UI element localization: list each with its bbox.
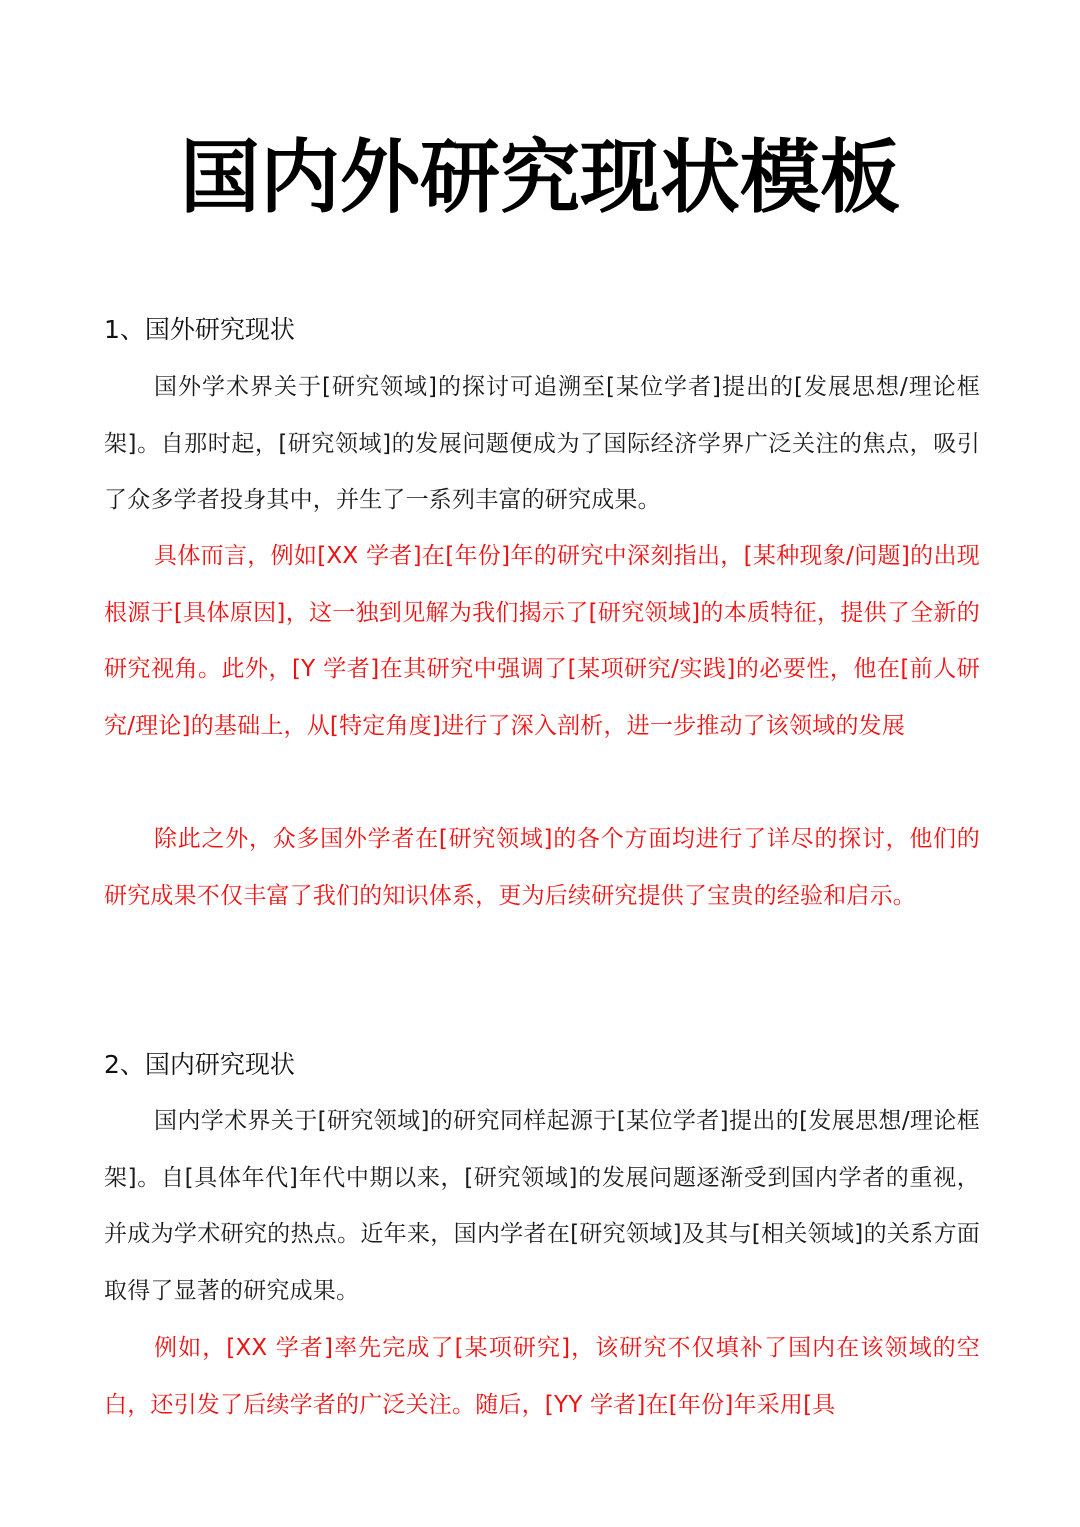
paragraph-domestic-intro: 国内学术界关于[研究领域]的研究同样起源于[某位学者]提出的[发展思想/理论框架]。自[具体年代]年代中期以来，[研究领域]的发展问题逐渐受到国内学者的重视，并成为学术研究的热点。近年来，国内学者在[研究领域]及其与[相关领域]的关系方面取得了显著的研究成果。: [104, 1108, 980, 1304]
paragraph-foreign-intro: 国外学术界关于[研究领域]的探讨可追溯至[某位学者]提出的[发展思想/理论框架]。自那时起，[研究领域]的发展问题便成为了国际经济学界广泛关注的焦点，吸引了众多学者投身其中，并生了一系列丰富的研究成果。: [104, 374, 980, 513]
document-title: 国内外研究现状模板: [180, 131, 900, 224]
paragraph-foreign-summary: 除此之外，众多国外学者在[研究领域]的各个方面均进行了详尽的探讨，他们的研究成果不仅丰富了我们的知识体系，更为后续研究提供了宝贵的经验和启示。: [104, 826, 980, 909]
section-heading-domestic: 2、国内研究现状: [104, 1050, 295, 1079]
paragraph-foreign-examples: 具体而言，例如[XX 学者]在[年份]年的研究中深刻指出，[某种现象/问题]的出现根源于[具体原因]，这一独到见解为我们揭示了[研究领域]的本质特征，提供了全新的研究视角。此外，[Y 学者]在其研究中强调了[某项研究/实践]的必要性，他在[前人研究/理论]的基础上，从[特定角度]进行了深入剖析，进一步推动了该领域的发展: [104, 543, 980, 739]
paragraph-domestic-examples: 例如，[XX 学者]率先完成了[某项研究]，该研究不仅填补了国内在该领域的空白，还引发了后续学者的广泛关注。随后，[YY 学者]在[年份]年采用[具: [104, 1335, 980, 1418]
section-heading-foreign: 1、国外研究现状: [104, 315, 295, 344]
